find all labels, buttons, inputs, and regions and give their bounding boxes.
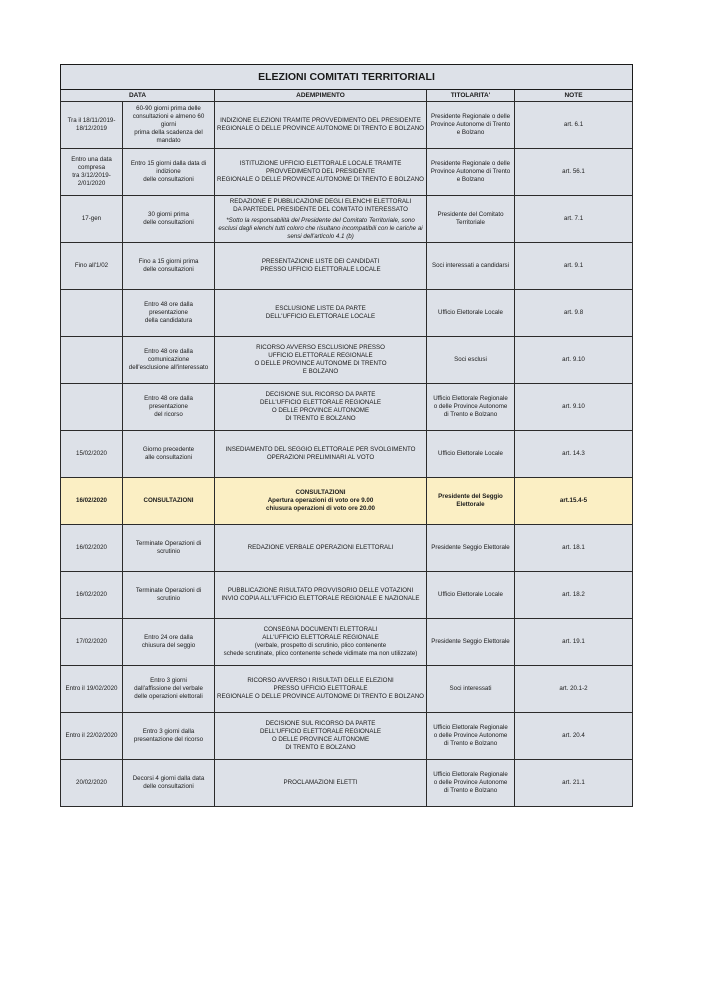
table-row — [61, 149, 633, 196]
task-text: REDAZIONE VERBALE OPERAZIONI ELETTORALI — [247, 544, 394, 551]
term-cell: Entro 3 giorni dall'affissione del verbale delle operazioni elettorali — [123, 666, 215, 713]
owner-cell: Presidente Seggio Elettorale — [427, 619, 515, 666]
term-cell: Terminate Operazioni di scrutinio — [123, 572, 215, 619]
task-cell — [215, 478, 427, 525]
note-cell: art.15.4-5 — [515, 478, 633, 525]
task-text: PRESENTAZIONE LISTE DEI CANDIDATI PRESSO UFFICIO ELETTORALE LOCALE — [260, 258, 381, 273]
task-footnote: *Sotto la responsabilità del Presidente del Comitato Territoriale, sono esclusi dagli elenchi tutti coloro che risultano incompatibili con le cariche ai sensi dell'articolo 4.1 (b) — [218, 216, 423, 240]
task-text: DECISIONE SUL RICORSO DA PARTE DELL'UFFICIO ELETTORALE REGIONALE O DELLE PROVINCE AUTONOME DI TRENTO E BOLZANO — [259, 720, 382, 751]
owner-cell: Presidente Seggio Elettorale — [427, 525, 515, 572]
table-row — [61, 760, 633, 807]
date-cell: Entro il 19/02/2020 — [61, 666, 123, 713]
task-text: ISTITUZIONE UFFICIO ELETTORALE LOCALE TRAMITE PROVVEDIMENTO DEL PRESIDENTE REGIONALE O DELLE PROVINCE AUTONOME DI TRENTO E BOLZANO — [217, 160, 424, 183]
owner-cell: Ufficio Elettorale Locale — [427, 431, 515, 478]
table-row — [61, 196, 633, 243]
header-titolarita: TITOLARITA' — [427, 90, 515, 102]
note-cell: art. 21.1 — [515, 760, 633, 807]
sheet-title: ELEZIONI COMITATI TERRITORIALI — [61, 65, 633, 90]
date-cell — [61, 290, 123, 337]
note-cell: art. 18.2 — [515, 572, 633, 619]
term-cell: Entro 3 giorni dalla presentazione del ricorso — [123, 713, 215, 760]
term-cell: Terminate Operazioni di scrutinio — [123, 525, 215, 572]
task-cell — [215, 384, 427, 431]
owner-cell: Ufficio Elettorale Locale — [427, 290, 515, 337]
task-text: PROCLAMAZIONI ELETTI — [283, 779, 358, 786]
task-cell — [215, 149, 427, 196]
note-cell: art. 18.1 — [515, 525, 633, 572]
task-text: RICORSO AVVERSO I RISULTATI DELLE ELEZIONI PRESSO UFFICIO ELETTORALE REGIONALE O DELLE PROVINCE AUTONOME DI TRENTO E BOLZANO — [217, 677, 424, 700]
table-row — [61, 666, 633, 713]
date-cell: 16/02/2020 — [61, 525, 123, 572]
note-cell: art. 7.1 — [515, 196, 633, 243]
owner-cell: Ufficio Elettorale Regionale o delle Province Autonome di Trento e Bolzano — [427, 713, 515, 760]
table-row — [61, 337, 633, 384]
note-cell: art. 20.4 — [515, 713, 633, 760]
task-text: PUBBLICAZIONE RISULTATO PROVVISORIO DELLE VOTAZIONI INVIO COPIA ALL'UFFICIO ELETTORALE REGIONALE E NAZIONALE — [221, 587, 420, 602]
table-row — [61, 525, 633, 572]
date-cell: Tra il 18/11/2019- 18/12/2019 — [61, 102, 123, 149]
table-row — [61, 431, 633, 478]
task-cell — [215, 337, 427, 384]
term-cell: 60-90 giorni prima delle consultazioni e almeno 60 giorni prima della scadenza del mandato — [123, 102, 215, 149]
task-text: INDIZIONE ELEZIONI TRAMITE PROVVEDIMENTO DEL PRESIDENTE REGIONALE O DELLE PROVINCE AUTONOME DI TRENTO E BOLZANO — [217, 117, 424, 132]
term-cell: Entro 15 giorni dalla data di indizione delle consultazioni — [123, 149, 215, 196]
owner-cell: Ufficio Elettorale Locale — [427, 572, 515, 619]
header-note: NOTE — [515, 90, 633, 102]
task-cell — [215, 760, 427, 807]
note-cell: art. 56.1 — [515, 149, 633, 196]
note-cell: art. 14.3 — [515, 431, 633, 478]
task-cell — [215, 713, 427, 760]
date-cell: 17-gen — [61, 196, 123, 243]
date-cell: 15/02/2020 — [61, 431, 123, 478]
task-cell — [215, 572, 427, 619]
owner-cell: Soci esclusi — [427, 337, 515, 384]
task-text: DECISIONE SUL RICORSO DA PARTE DELL'UFFICIO ELETTORALE REGIONALE O DELLE PROVINCE AUTONOME DI TRENTO E BOLZANO — [259, 391, 382, 422]
task-cell — [215, 666, 427, 713]
title-row — [61, 65, 633, 90]
task-text: RICORSO AVVERSO ESCLUSIONE PRESSO UFFICIO ELETTORALE REGIONALE O DELLE PROVINCE AUTONOME DI TRENTO E BOLZANO — [254, 344, 387, 375]
table-row — [61, 478, 633, 525]
date-cell: 16/02/2020 — [61, 572, 123, 619]
term-cell: CONSULTAZIONI — [123, 478, 215, 525]
note-cell: art. 9.10 — [515, 337, 633, 384]
task-cell — [215, 431, 427, 478]
date-cell — [61, 384, 123, 431]
table-row — [61, 243, 633, 290]
note-cell: art. 20.1-2 — [515, 666, 633, 713]
task-text: REDAZIONE E PUBBLICAZIONE DEGLI ELENCHI ELETTORALI DA PARTEDEL PRESIDENTE DEL COMITATO INTERESSATO — [229, 197, 412, 213]
owner-cell: Ufficio Elettorale Regionale o delle Province Autonome di Trento e Bolzano — [427, 760, 515, 807]
header-adempimento: ADEMPIMENTO — [215, 90, 427, 102]
task-text: CONSULTAZIONI Apertura operazioni di voto ore 9.00 chiusura operazioni di voto ore 20.00 — [266, 489, 375, 512]
task-text: ESCLUSIONE LISTE DA PARTE DELL'UFFICIO ELETTORALE LOCALE — [265, 305, 376, 320]
date-cell: Entro il 22/02/2020 — [61, 713, 123, 760]
election-schedule-table — [60, 64, 633, 807]
note-cell: art. 9.8 — [515, 290, 633, 337]
date-cell: Fino all'1/02 — [61, 243, 123, 290]
note-cell: art. 9.1 — [515, 243, 633, 290]
table-row — [61, 619, 633, 666]
owner-cell: Soci interessati — [427, 666, 515, 713]
task-cell — [215, 196, 427, 243]
task-cell — [215, 243, 427, 290]
owner-cell: Presidente Regionale o delle Province Autonome di Trento e Bolzano — [427, 149, 515, 196]
owner-cell: Ufficio Elettorale Regionale o delle Province Autonome di Trento e Bolzano — [427, 384, 515, 431]
task-cell — [215, 619, 427, 666]
term-cell: Entro 48 ore dalla presentazione del ricorso — [123, 384, 215, 431]
owner-cell: Presidente del Seggio Elettorale — [427, 478, 515, 525]
date-cell: 20/02/2020 — [61, 760, 123, 807]
task-text: INSEDIAMENTO DEL SEGGIO ELETTORALE PER SVOLGIMENTO OPERAZIONI PRELIMINARI AL VOTO — [225, 446, 416, 461]
header-data: DATA — [61, 90, 215, 102]
table-row — [61, 572, 633, 619]
owner-cell: Presidente del Comitato Territoriale — [427, 196, 515, 243]
date-cell: 16/02/2020 — [61, 478, 123, 525]
term-cell: Fino a 15 giorni prima delle consultazioni — [123, 243, 215, 290]
note-cell: art. 19.1 — [515, 619, 633, 666]
task-cell — [215, 102, 427, 149]
date-cell — [61, 337, 123, 384]
term-cell: Entro 48 ore dalla comunicazione dell'esclusione all'interessato — [123, 337, 215, 384]
owner-cell: Presidente Regionale o delle Province Autonome di Trento e Bolzano — [427, 102, 515, 149]
term-cell: Giorno precedente alle consultazioni — [123, 431, 215, 478]
task-cell — [215, 290, 427, 337]
term-cell: Entro 24 ore dalla chiusura del seggio — [123, 619, 215, 666]
table-row — [61, 713, 633, 760]
term-cell: Decorsi 4 giorni dalla data delle consultazioni — [123, 760, 215, 807]
note-cell: art. 9.10 — [515, 384, 633, 431]
owner-cell: Soci interessati a candidarsi — [427, 243, 515, 290]
table-row — [61, 290, 633, 337]
term-cell: 30 giorni prima delle consultazioni — [123, 196, 215, 243]
table-row — [61, 384, 633, 431]
term-cell: Entro 48 ore dalla presentazione della candidatura — [123, 290, 215, 337]
date-cell: 17/02/2020 — [61, 619, 123, 666]
date-cell: Entro una data compresa tra 3/12/2019- 2/01/2020 — [61, 149, 123, 196]
note-cell: art. 6.1 — [515, 102, 633, 149]
task-cell — [215, 525, 427, 572]
task-text: CONSEGNA DOCUMENTI ELETTORALI ALL'UFFICIO ELETTORALE REGIONALE (verbale, prospetto di scrutinio, plico contenente schede scrutinate, plico contenente schede vidimate ma non utilizzate) — [223, 626, 418, 657]
table-row — [61, 102, 633, 149]
header-row — [61, 90, 633, 102]
